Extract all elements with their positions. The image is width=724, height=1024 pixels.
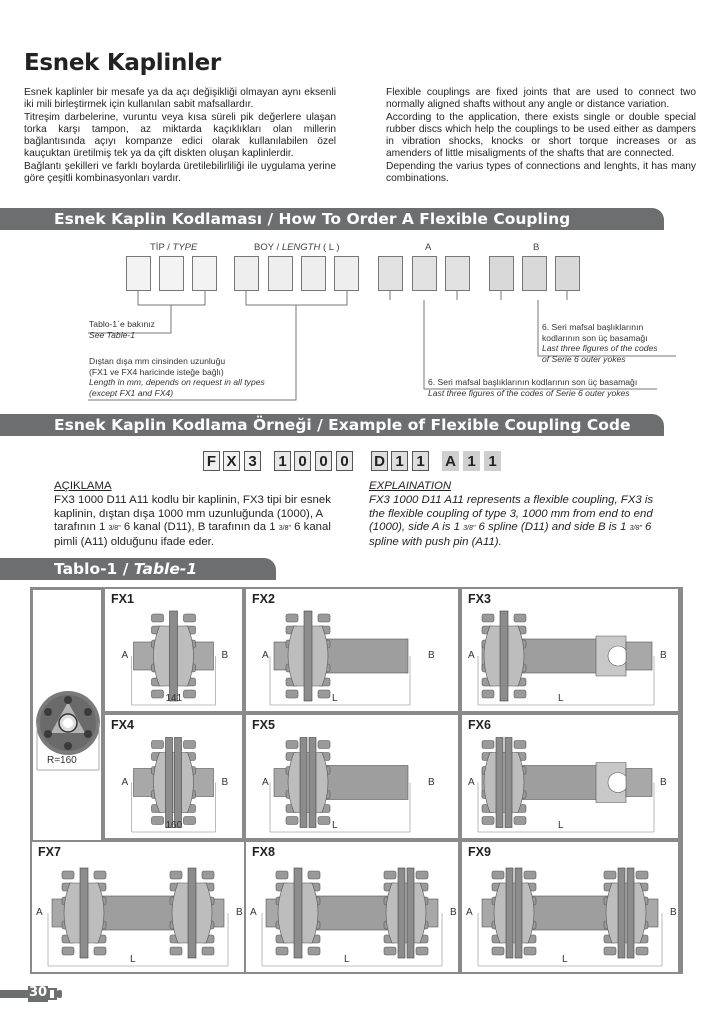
table-heading-en: Table-1 — [133, 560, 198, 578]
length-label-en: LENGTH — [281, 242, 321, 253]
dimension-length-label: 141 — [165, 693, 183, 704]
example-code-char: 1 — [412, 451, 429, 471]
coupling-type-label: FX6 — [468, 718, 491, 732]
example-code-char: 1 — [274, 451, 291, 471]
example-code-char: 3 — [244, 451, 261, 471]
coupling-drawing — [246, 589, 458, 711]
coupling-cell-fx4 — [103, 713, 244, 840]
intro-en-paragraph: According to the application, there exists single or double special rubber discs which help the couplings to be used either as dampers in vibration shocks, knocks or short torque increases or as amenders of little misaligments of the shafts that are connected. — [386, 111, 696, 160]
group-label-a: A — [425, 242, 432, 253]
intro-turkish — [24, 87, 336, 185]
type-code-box — [159, 256, 184, 291]
text-part: 6 kanal — [290, 521, 331, 534]
intro-tr-paragraph: Bağlantı şekilleri ve farklı boylarda üretilebilirliliği ile uygulama yerine göre çeşitli kombinasyonları vardır. — [24, 160, 336, 185]
length-code-box — [301, 256, 326, 291]
example-code-char: 1 — [463, 451, 480, 471]
example-code-char: 0 — [315, 451, 332, 471]
type-code-box — [192, 256, 217, 291]
coupling-cell-fx5 — [244, 713, 460, 840]
dimension-a-label: A — [36, 907, 43, 918]
coupling-drawing — [462, 715, 678, 838]
dimension-length-label: L — [558, 820, 564, 831]
dimension-b-label: B — [660, 776, 667, 788]
dimension-a-label: A — [468, 776, 475, 788]
length-label-tr: BOY / — [254, 242, 282, 253]
note-a-tr: 6. Seri mafsal başlıklarının kodlarının son üç basamağı — [428, 377, 638, 387]
dimension-b-label: B — [428, 776, 435, 788]
dimension-length-label: L — [332, 693, 338, 704]
dimension-a-label: A — [466, 907, 473, 918]
a-code-box — [378, 256, 403, 291]
dimension-b-label: B — [450, 907, 457, 918]
section-header-how-to-order — [0, 208, 664, 230]
b-code-box — [522, 256, 547, 291]
note-b-tr2: kodlarının son üç basamağı — [542, 332, 648, 343]
coupling-drawing — [462, 589, 678, 711]
fraction: 3/8" — [463, 525, 476, 533]
coupling-drawing — [246, 715, 458, 838]
coupling-type-label: FX3 — [468, 592, 491, 606]
coupling-type-label: FX7 — [38, 845, 61, 859]
note-type — [89, 319, 155, 340]
dimension-a-label: A — [262, 650, 269, 661]
explanation-en-line: spline with push pin (A11). — [369, 536, 502, 549]
dimension-b-label: B — [221, 650, 229, 661]
fraction: 3/8" — [108, 525, 121, 533]
explanation-tr-line: FX3 1000 D11 A11 kodlu bir kaplinin, FX3 tipi bir esnek — [54, 493, 331, 506]
example-code-char: 1 — [484, 451, 501, 471]
intro-tr-paragraph: Titreşim darbelerine, vuruntu veya kısa süreli pik değerlere ulaşan torka karşı tampon, az miktarda kaçıklıkları olan millerin bağlantısında açıyı kompanze edici olarak kullanılabilen özel kauçuktan üretilmiş tek ya da çift diskten oluşan kaplinlerdir. — [24, 111, 336, 160]
note-a — [428, 377, 637, 398]
type-label-tr: TİP / — [150, 242, 173, 253]
flange-icon — [33, 590, 103, 840]
coupling-cell-fx7 — [30, 840, 246, 974]
fraction: 3/8" — [278, 525, 291, 533]
b-code-box — [489, 256, 514, 291]
note-length — [89, 356, 265, 398]
explanation-en-line: FX3 1000 D11 A11 represents a flexible coupling, FX3 is — [369, 493, 654, 506]
flange-column — [33, 590, 103, 840]
explanation-english — [369, 480, 699, 550]
dimension-a-label: A — [468, 650, 475, 661]
note-length-en2: (except FX1 and FX4) — [89, 387, 174, 398]
text-part: 6 kanal (D11), B tarafının da 1 — [120, 521, 279, 534]
coupling-cell-fx2 — [244, 587, 460, 713]
dimension-length-label: L — [130, 954, 136, 965]
explanation-en-line: the flexible coupling of type 3, 1000 mm from end to end — [369, 507, 653, 520]
group-label-type — [150, 242, 197, 253]
coupling-cell-fx6 — [460, 713, 680, 840]
coupling-type-label: FX9 — [468, 845, 491, 859]
coupling-cell-fx9 — [460, 840, 680, 974]
intro-english — [386, 87, 696, 185]
explanation-tr-line — [54, 521, 366, 536]
example-code-char: 0 — [294, 451, 311, 471]
dimension-length-label: 160 — [165, 820, 183, 831]
note-b-en2: of Serie 6 outer yokes — [542, 353, 626, 364]
coupling-cell-fx3 — [460, 587, 680, 713]
length-code-box — [234, 256, 259, 291]
text-part: (1000), side A is 1 — [369, 521, 464, 534]
example-code-char: A — [442, 451, 459, 471]
intro-en-paragraph: Flexible couplings are fixed joints that are used to connect two normally aligned shafts without any angle or distance variation. — [386, 87, 696, 111]
coupling-cell-fx8 — [244, 840, 460, 974]
dimension-b-label: B — [236, 907, 243, 918]
note-b — [542, 322, 658, 364]
coupling-drawing — [246, 842, 458, 972]
note-a-en: Last three figures of the codes of Serie 6 outer yokes — [428, 387, 630, 398]
section-header-example — [0, 414, 664, 436]
coupling-type-label: FX4 — [111, 718, 134, 732]
dimension-b-label: B — [670, 907, 677, 918]
dimension-b-label: B — [428, 650, 435, 661]
note-length-en1: Length in mm, depends on request in all types — [89, 377, 265, 388]
note-length-tr1: Dıştan dışa mm cinsinden uzunluğu — [89, 356, 226, 366]
note-type-en: See Table-1 — [89, 329, 136, 340]
example-code-char: 1 — [391, 451, 408, 471]
page-number: 30 — [29, 985, 48, 1000]
type-code-box — [126, 256, 151, 291]
explanation-tr-heading: AÇIKLAMA — [54, 480, 112, 492]
dimension-length-label: L — [344, 954, 350, 965]
b-code-box — [555, 256, 580, 291]
length-code-box — [268, 256, 293, 291]
dimension-a-label: A — [262, 776, 269, 788]
coupling-type-label: FX2 — [252, 592, 275, 606]
explanation-tr-line: pimli (A11) olduğunu ifade eder. — [54, 536, 214, 549]
explanation-turkish — [54, 480, 366, 550]
a-code-box — [445, 256, 470, 291]
note-b-en1: Last three figures of the codes — [542, 343, 658, 354]
coupling-type-label: FX1 — [111, 592, 134, 606]
note-type-tr: Tablo-1`e bakınız — [89, 319, 155, 329]
dimension-a-label: A — [121, 776, 129, 788]
coupling-drawing — [462, 842, 678, 972]
dimension-length-label: L — [562, 954, 568, 965]
section-header-table — [0, 558, 276, 580]
group-label-length — [254, 242, 340, 253]
text-part: tarafının 1 — [54, 521, 109, 534]
a-code-box — [412, 256, 437, 291]
explanation-en-heading: EXPLAINATION — [369, 480, 452, 492]
dimension-length-label: L — [332, 820, 338, 831]
intro-en-paragraph: Depending the varius types of connections and lenghts, it has many combinations. — [386, 160, 696, 185]
dimension-length-label: L — [558, 693, 564, 704]
example-code-char: 0 — [336, 451, 353, 471]
coupling-type-label: FX5 — [252, 718, 275, 732]
dimension-a-label: A — [121, 650, 129, 661]
section-heading-text: Esnek Kaplin Kodlama Örneği / Example of Flexible Coupling Code — [54, 416, 631, 434]
example-code-char: F — [203, 451, 220, 471]
dimension-b-label: B — [660, 650, 667, 661]
flange-radius-label: R=160 — [47, 755, 77, 766]
explanation-tr-line: kaplinin, dıştan dışa 1000 mm uzunluğunda (1000), A — [54, 507, 324, 520]
explanation-en-line — [369, 521, 699, 536]
dimension-b-label: B — [221, 776, 229, 788]
table-heading-tr: Tablo-1 / — [54, 560, 134, 578]
coupling-type-label: FX8 — [252, 845, 275, 859]
type-label-en: TYPE — [172, 242, 198, 253]
section-heading-text: Esnek Kaplin Kodlaması / How To Order A Flexible Coupling — [54, 210, 571, 228]
note-length-tr2: (FX1 ve FX4 haricinde isteğe bağlı) — [89, 366, 224, 377]
example-code-char: X — [223, 451, 240, 471]
dimension-a-label: A — [250, 907, 257, 918]
example-code-char: D — [371, 451, 388, 471]
page-title: Esnek Kaplinler — [24, 50, 221, 76]
note-b-tr1: 6. Seri mafsal başlıklarının — [542, 322, 644, 332]
group-label-b: B — [533, 242, 540, 253]
text-part: 6 spline (D11) and side B is 1 — [475, 521, 630, 534]
length-code-box — [334, 256, 359, 291]
fraction: 3/8" — [629, 525, 642, 533]
length-label-suffix: ( L ) — [320, 242, 340, 253]
coupling-cell-fx1 — [103, 587, 244, 713]
intro-tr-paragraph: Esnek kaplinler bir mesafe ya da açı değişikliği olmayan aynı eksenli iki mili birleştirmek için kullanılan sabit mafsallardır. — [24, 87, 336, 111]
text-part: 6 — [641, 521, 652, 534]
coupling-drawing — [32, 842, 244, 972]
